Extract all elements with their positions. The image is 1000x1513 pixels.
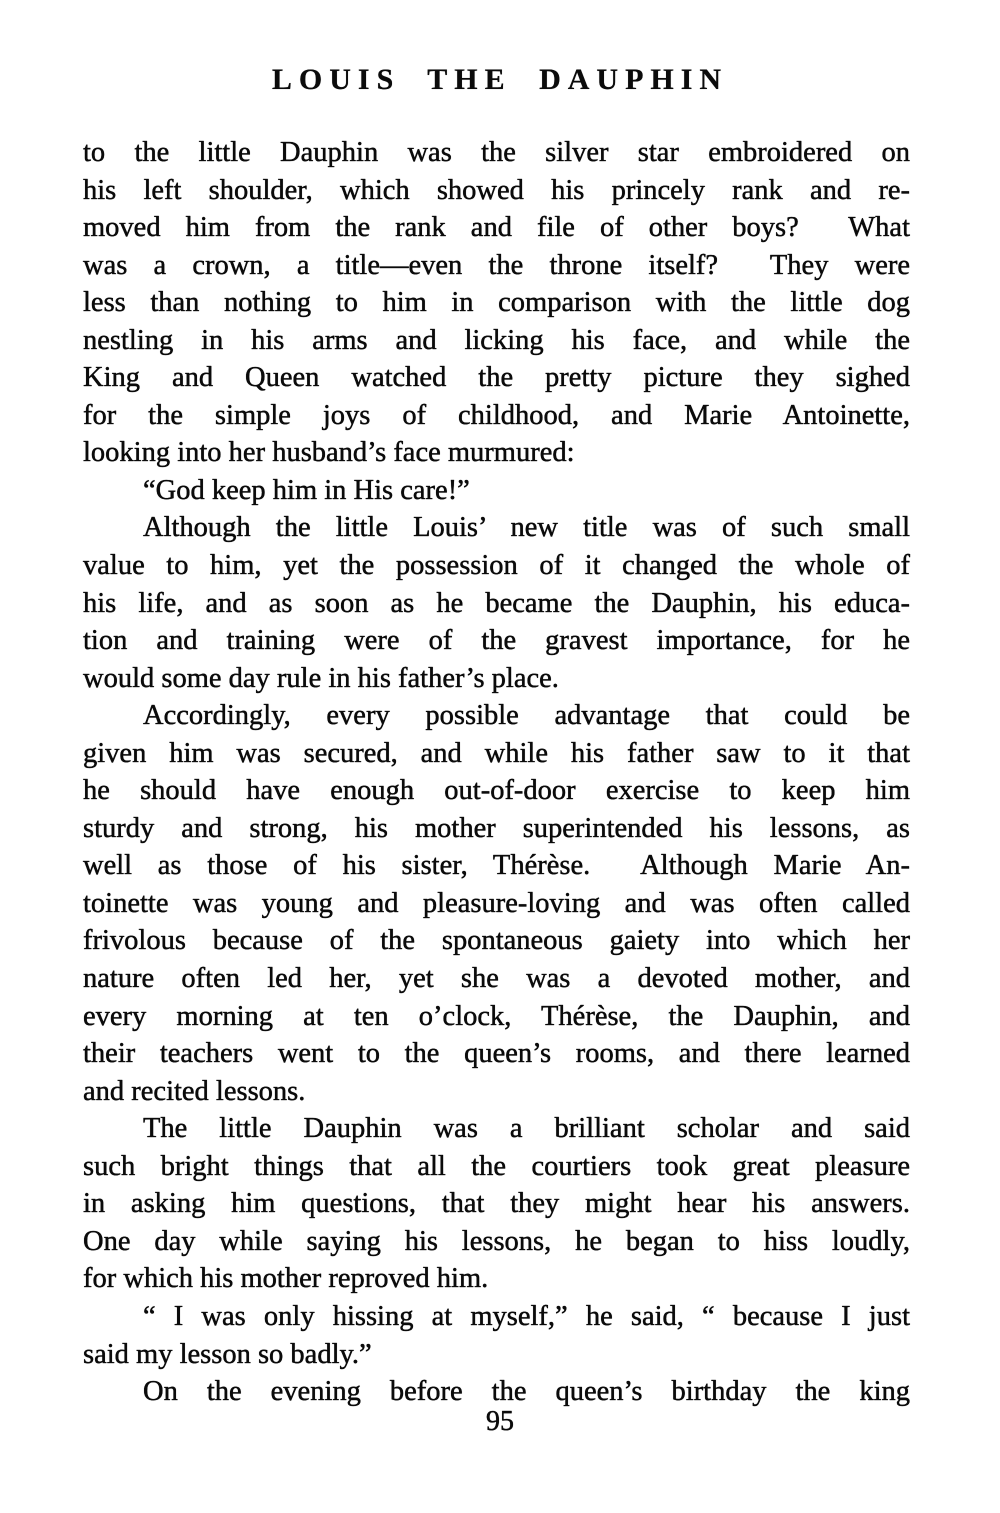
text-line: “ I was only hissing at myself,” he said, “ because I just [143,1300,910,1332]
text-line: King and Queen watched the pretty picture they sighed [83,362,910,394]
text-line: The little Dauphin was a brilliant scholar and said [143,1113,910,1145]
text-line: Accordingly, every possible advantage that could be [143,700,910,732]
text-line: was a crown, a title—even the throne itself? They were [83,249,910,281]
text-line: less than nothing to him in comparison with the little dog [83,287,910,319]
text-line: for the simple joys of childhood, and Marie Antoinette, [83,399,910,431]
text-line: to the little Dauphin was the silver star embroidered on [83,137,910,168]
text-line: sturdy and strong, his mother superintended his lessons, as [83,812,910,844]
text-line: would some day rule in his father’s place. [83,662,559,694]
text-line: toinette was young and pleasure-loving and was often called [83,887,910,919]
text-line: said my lesson so badly.” [83,1338,372,1370]
text-line: tion and training were of the gravest importance, for he [83,625,910,657]
text-line: every morning at ten o’clock, Thérèse, the Dauphin, and [83,1000,910,1032]
text-line: and recited lessons. [83,1075,306,1107]
text-line: moved him from the rank and file of other boys? What [83,212,910,244]
text-line: in asking him questions, that they might hear his answers. [83,1188,910,1220]
text-line: Although the little Louis’ new title was of such small [143,512,910,544]
text-line: such bright things that all the courtiers took great pleasure [83,1150,910,1182]
text-line: nature often led her, yet she was a devoted mother, and [83,963,910,995]
text-line: On the evening before the queen’s birthday the king [143,1376,910,1408]
body-text [83,134,910,1411]
text-line: looking into her husband’s face murmured: [83,437,575,469]
text-line: given him was secured, and while his father saw to it that [83,737,910,769]
page-number: 95 [486,1406,514,1437]
text-line: “God keep him in His care!” [143,474,470,506]
text-line: his left shoulder, which showed his princely rank and re- [83,174,910,206]
text-line: their teachers went to the queen’s rooms, and there learned [83,1038,910,1070]
text-line: he should have enough out-of-door exercise to keep him [83,775,910,807]
text-line: value to him, yet the possession of it changed the whole of [83,550,910,582]
text-line: nestling in his arms and licking his face, and while the [83,324,910,356]
text-line: well as those of his sister, Thérèse. Although Marie An- [83,850,910,882]
text-line: frivolous because of the spontaneous gaiety into which her [83,925,910,957]
text-line: for which his mother reproved him. [83,1263,489,1295]
text-line: One day while saying his lessons, he began to hiss loudly, [83,1225,910,1257]
page-title: LOUIS THE DAUPHIN [271,63,729,96]
text-line: his life, and as soon as he became the Dauphin, his educa- [83,587,910,619]
